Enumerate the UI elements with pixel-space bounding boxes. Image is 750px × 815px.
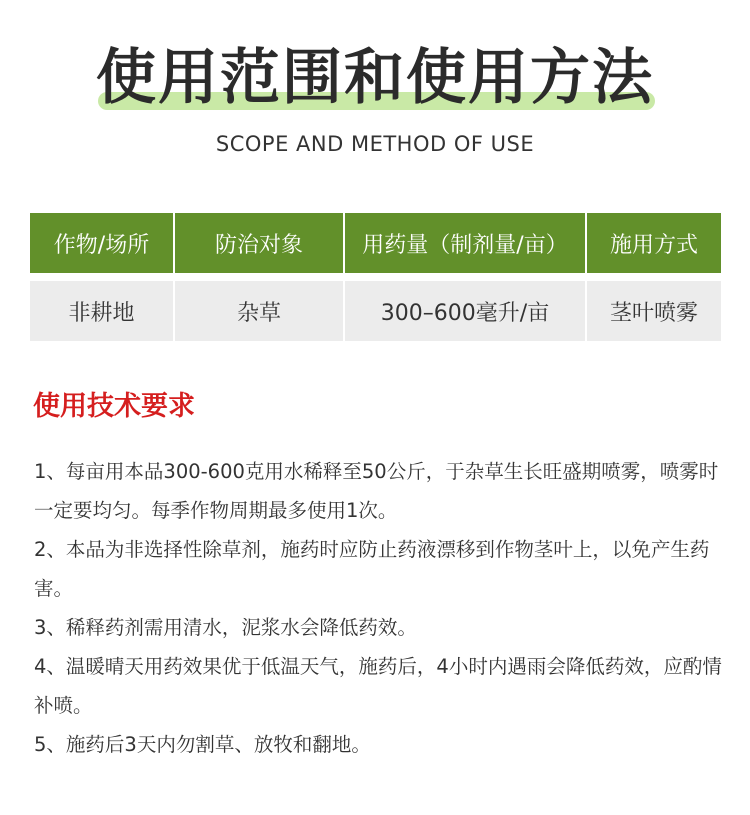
column-header-crop: 作物/场所 bbox=[30, 213, 174, 273]
table-row bbox=[30, 281, 721, 341]
cell-target: 杂草 bbox=[174, 281, 344, 341]
cell-dosage: 300–600毫升/亩 bbox=[344, 281, 586, 341]
list-item: 4、温暖晴天用药效果优于低温天气，施药后，4小时内遇雨会降低药效，应酌情补喷。 bbox=[34, 655, 722, 717]
column-header-target: 防治对象 bbox=[174, 213, 344, 273]
list-item: 2、本品为非选择性除草剂，施药时应防止药液漂移到作物茎叶上，以免产生药害。 bbox=[34, 538, 710, 600]
page-title: 使用范围和使用方法 bbox=[96, 43, 654, 113]
column-header-dosage: 用药量（制剂量/亩） bbox=[344, 213, 586, 273]
cell-crop: 非耕地 bbox=[30, 281, 174, 341]
cell-method: 茎叶喷雾 bbox=[586, 281, 721, 341]
page-header bbox=[0, 40, 750, 120]
requirements-list bbox=[34, 452, 724, 764]
column-header-method: 施用方式 bbox=[586, 213, 721, 273]
page-subtitle: SCOPE AND METHOD OF USE bbox=[215, 132, 535, 156]
list-item: 1、每亩用本品300-600克用水稀释至50公斤，于杂草生长旺盛期喷雾，喷雾时一定要均匀。每季作物周期最多使用1次。 bbox=[34, 460, 719, 522]
table-header-row bbox=[30, 213, 721, 273]
list-item: 3、稀释药剂需用清水，泥浆水会降低药效。 bbox=[34, 616, 417, 639]
list-item: 5、施药后3天内勿割草、放牧和翻地。 bbox=[34, 733, 371, 756]
usage-table bbox=[30, 213, 721, 341]
table-spacer bbox=[30, 273, 721, 281]
requirements-title: 使用技术要求 bbox=[33, 391, 195, 422]
